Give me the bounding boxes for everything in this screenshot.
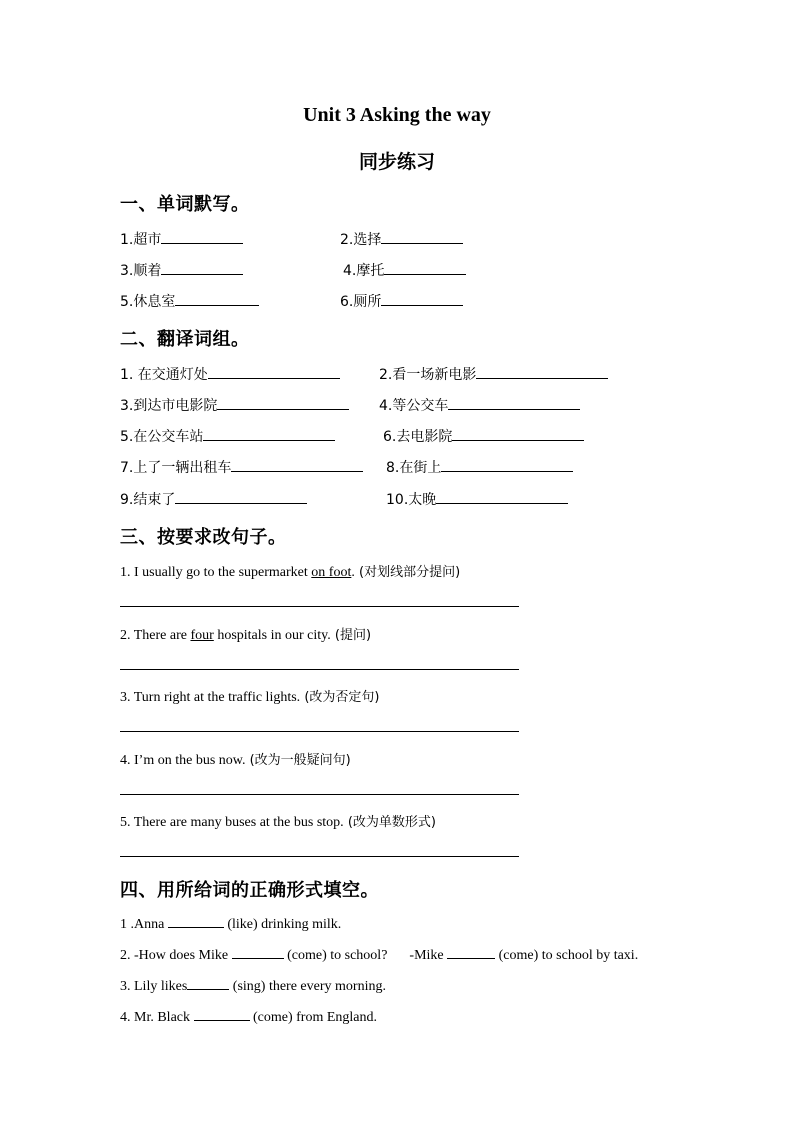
instruction-hint: (提问) (330, 628, 372, 643)
phrase-label: 5.在公交车站 (120, 429, 204, 445)
answer-line[interactable] (120, 606, 519, 607)
rewrite-question (120, 811, 436, 831)
fill-in-sentence (120, 915, 341, 933)
sentence-text: 2. -How does Mike (120, 948, 232, 963)
vocab-label: 5.休息室 (120, 294, 176, 310)
answer-blank[interactable] (384, 260, 466, 275)
sentence-text: 4. Mr. Black (120, 1010, 194, 1025)
sentence-text: (come) to school by taxi. (495, 948, 639, 963)
vocab-label: 3.顺着 (120, 263, 162, 279)
fill-in-sentence (120, 977, 386, 995)
sentence-text: (come) to school? (283, 948, 388, 963)
answer-blank[interactable] (175, 489, 307, 504)
question-text: 3. Turn right at the traffic lights. (120, 690, 301, 705)
phrase-label: 7.上了一辆出租车 (120, 460, 232, 476)
section-3-heading: 三、按要求改句子。 (120, 527, 287, 548)
answer-blank[interactable] (187, 977, 229, 990)
instruction-hint: (改为单数形式) (343, 815, 436, 830)
sentence-text: 1 .Anna (120, 917, 168, 932)
section-2-heading: 二、翻译词组。 (120, 329, 250, 350)
vocab-label: 1.超市 (120, 232, 162, 248)
instruction-hint: (改为一般疑问句) (245, 753, 351, 768)
answer-blank[interactable] (447, 946, 495, 959)
fill-in-sentence (120, 1008, 377, 1026)
answer-blank[interactable] (161, 229, 243, 244)
phrase-item (386, 457, 573, 477)
phrase-label: 1. 在交通灯处 (120, 367, 208, 383)
vocab-item (120, 260, 243, 280)
answer-blank[interactable] (168, 915, 224, 928)
phrase-item (120, 489, 307, 509)
fill-in-sentence (120, 946, 638, 964)
rewrite-question (120, 749, 351, 769)
phrase-item (120, 426, 335, 446)
rewrite-question (120, 624, 371, 644)
answer-blank[interactable] (381, 229, 463, 244)
vocab-label: 6.厕所 (340, 294, 382, 310)
answer-blank[interactable] (476, 364, 608, 379)
answer-blank[interactable] (448, 395, 580, 410)
phrase-item (120, 364, 340, 384)
answer-blank[interactable] (217, 395, 349, 410)
rewrite-question (120, 686, 379, 706)
phrase-item (379, 395, 580, 415)
answer-blank[interactable] (436, 489, 568, 504)
vocab-item (340, 229, 463, 249)
answer-blank[interactable] (231, 457, 363, 472)
question-text: hospitals in our city. (213, 628, 331, 643)
answer-blank[interactable] (452, 426, 584, 441)
answer-blank[interactable] (175, 291, 259, 306)
sentence-text: -Mike (409, 948, 448, 963)
phrase-label: 10.太晚 (386, 492, 437, 508)
answer-line[interactable] (120, 731, 519, 732)
section-4-heading: 四、用所给词的正确形式填空。 (120, 880, 379, 901)
answer-line[interactable] (120, 794, 519, 795)
vocab-item (343, 260, 466, 280)
sentence-text: 3. Lily likes (120, 979, 188, 994)
phrase-item (386, 489, 568, 509)
vocab-item (120, 229, 243, 249)
question-text: 4. I’m on the bus now. (120, 753, 246, 768)
question-text: 2. There are (120, 628, 191, 643)
vocab-label: 4.摩托 (343, 263, 385, 279)
answer-line[interactable] (120, 856, 519, 857)
phrase-label: 3.到达市电影院 (120, 398, 218, 414)
phrase-label: 9.结束了 (120, 492, 176, 508)
rewrite-question (120, 561, 460, 581)
phrase-item (379, 364, 608, 384)
page-subtitle: 同步练习 (358, 151, 435, 173)
phrase-label: 2.看一场新电影 (379, 367, 477, 383)
phrase-label: 8.在街上 (386, 460, 442, 476)
question-text: 5. There are many buses at the bus stop. (120, 815, 344, 830)
sentence-text: (come) from England. (249, 1010, 378, 1025)
sentence-text: (like) drinking milk. (223, 917, 342, 932)
sentence-text: (sing) there every morning. (229, 979, 386, 994)
answer-blank[interactable] (441, 457, 573, 472)
answer-blank[interactable] (203, 426, 335, 441)
answer-blank[interactable] (208, 364, 340, 379)
instruction-hint: (改为否定句) (300, 690, 380, 705)
phrase-label: 6.去电影院 (383, 429, 453, 445)
answer-blank[interactable] (161, 260, 243, 275)
answer-blank[interactable] (194, 1008, 250, 1021)
section-1-heading: 一、单词默写。 (120, 194, 250, 215)
phrase-item (383, 426, 584, 446)
vocab-label: 2.选择 (340, 232, 382, 248)
vocab-item (340, 291, 463, 311)
underlined-part: four (190, 628, 214, 643)
vocab-item (120, 291, 259, 311)
question-text: . (351, 565, 355, 580)
phrase-item (120, 457, 363, 477)
phrase-label: 4.等公交车 (379, 398, 449, 414)
question-text: 1. I usually go to the supermarket (120, 565, 312, 580)
answer-blank[interactable] (381, 291, 463, 306)
instruction-hint: (对划线部分提问) (354, 565, 461, 580)
underlined-part: on foot (311, 565, 352, 580)
page-title: Unit 3 Asking the way (303, 104, 491, 126)
answer-line[interactable] (120, 669, 519, 670)
phrase-item (120, 395, 349, 415)
answer-blank[interactable] (232, 946, 284, 959)
